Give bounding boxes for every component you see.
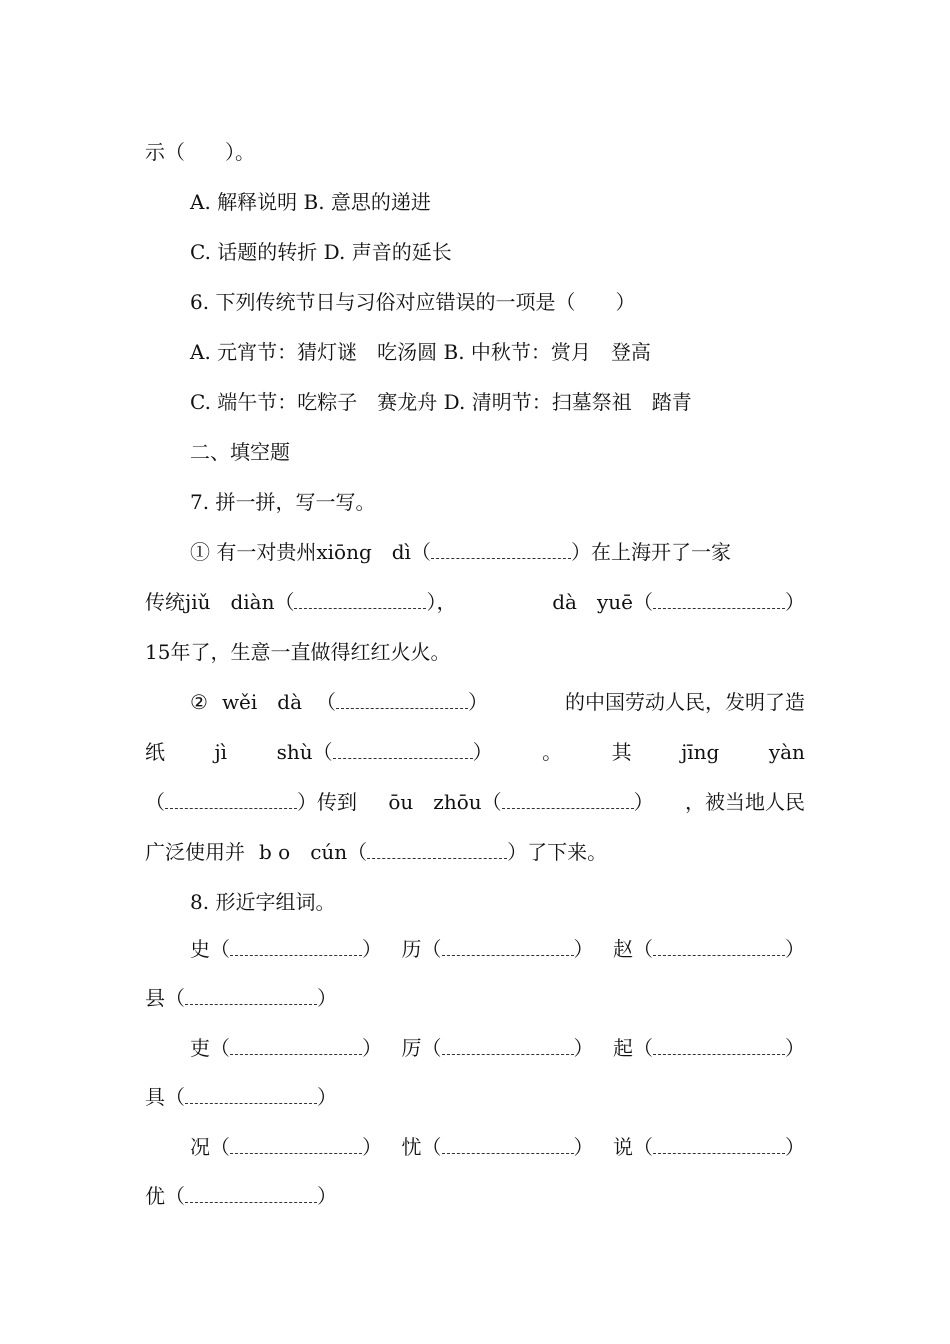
word-group-item: 说（ ） — [613, 1135, 805, 1159]
question-8-row-2 — [190, 1033, 805, 1063]
answer-blank[interactable] — [333, 741, 473, 759]
answer-blank[interactable] — [653, 1136, 785, 1154]
answer-blank[interactable] — [367, 841, 507, 859]
word-group-item: 忧（ ） — [401, 1135, 594, 1159]
question-7-stem: 7. 拼一拼，写一写。 — [190, 490, 376, 514]
pinyin-xiongdi: xiōng dì — [316, 540, 411, 564]
question-8-stem: 8. 形近字组词。 — [190, 890, 336, 914]
pinyin-weida: wěi dà — [221, 690, 303, 714]
word-group-item: 赵（ ） — [613, 937, 805, 961]
pinyin-yan: yàn — [768, 740, 805, 764]
answer-blank[interactable] — [653, 1037, 785, 1055]
answer-blank[interactable] — [442, 938, 574, 956]
answer-blank[interactable] — [653, 591, 785, 609]
word-group-item: 吏（ ） — [190, 1036, 382, 1060]
answer-blank[interactable] — [230, 938, 362, 956]
word-group-item: 起（ ） — [613, 1036, 805, 1060]
answer-blank[interactable] — [185, 987, 317, 1005]
question-7-item-1-line-1: ① 有一对贵州xiōng dì（ ）在上海开了一家 — [190, 540, 731, 564]
question-5-tail: 示（ ）。 — [145, 140, 255, 164]
answer-blank[interactable] — [185, 1185, 317, 1203]
question-8-row-3 — [190, 1132, 805, 1162]
answer-blank[interactable] — [502, 791, 634, 809]
question-7-item-2-line-1: ② wěi dà （ ） 的中国劳动人民，发明了造 — [190, 690, 805, 714]
pinyin-ji: jì — [214, 740, 228, 764]
word-group-item: 厉（ ） — [401, 1036, 594, 1060]
question-5-options-ab: A. 解释说明 B. 意思的递进 — [190, 190, 431, 214]
word-group-item: 史（ ） — [190, 937, 382, 961]
question-8-row-1 — [190, 934, 805, 964]
word-group-item: 况（ ） — [190, 1135, 382, 1159]
answer-blank[interactable] — [431, 541, 571, 559]
answer-blank[interactable] — [653, 938, 785, 956]
pinyin-jing: jīng — [681, 740, 720, 764]
question-7-item-2-line-2: 纸 jì shù（ ） 。 其 jīng yàn — [145, 737, 805, 767]
answer-blank[interactable] — [336, 691, 468, 709]
question-6-options-cd: C. 端午节：吃粽子 赛龙舟 D. 清明节：扫墓祭祖 踏青 — [190, 390, 692, 414]
answer-blank[interactable] — [442, 1136, 574, 1154]
word-group-item: 历（ ） — [401, 937, 594, 961]
question-8-row-1b: 县（ ） — [145, 986, 337, 1010]
question-7-item-2-line-3: （ ）传到 ōu zhōu（ ） ，被当地人民 — [145, 790, 805, 814]
answer-blank[interactable] — [230, 1136, 362, 1154]
question-5-options-cd: C. 话题的转折 D. 声音的延长 — [190, 240, 452, 264]
pinyin-baocun: b o cún — [259, 840, 348, 864]
question-7-item-2-line-4: 广泛使用并 b o cún（ ）了下来。 — [145, 840, 608, 864]
question-7-item-1-line-3: 15年了，生意一直做得红红火火。 — [145, 640, 451, 664]
answer-blank[interactable] — [165, 791, 297, 809]
section-heading-fill-in: 二、填空题 — [190, 440, 290, 464]
pinyin-shu: shù — [276, 740, 313, 764]
pinyin-jiudian: jiǔ diàn — [185, 590, 275, 614]
question-6-stem: 6. 下列传统节日与习俗对应错误的一项是（ ） — [190, 290, 636, 314]
answer-blank[interactable] — [294, 591, 426, 609]
pinyin-ouzhou: ōu zhōu — [388, 790, 482, 814]
question-7-item-1-line-2: 传统jiǔ diàn（ ）， dà yuē（ ） — [145, 590, 805, 614]
answer-blank[interactable] — [442, 1037, 574, 1055]
answer-blank[interactable] — [230, 1037, 362, 1055]
pinyin-dayue: dà yuē — [552, 590, 633, 614]
question-8-row-2b: 具（ ） — [145, 1085, 337, 1109]
question-6-options-ab: A. 元宵节：猜灯谜 吃汤圆 B. 中秋节：赏月 登高 — [190, 340, 651, 364]
question-8-row-3b: 优（ ） — [145, 1184, 337, 1208]
answer-blank[interactable] — [185, 1086, 317, 1104]
